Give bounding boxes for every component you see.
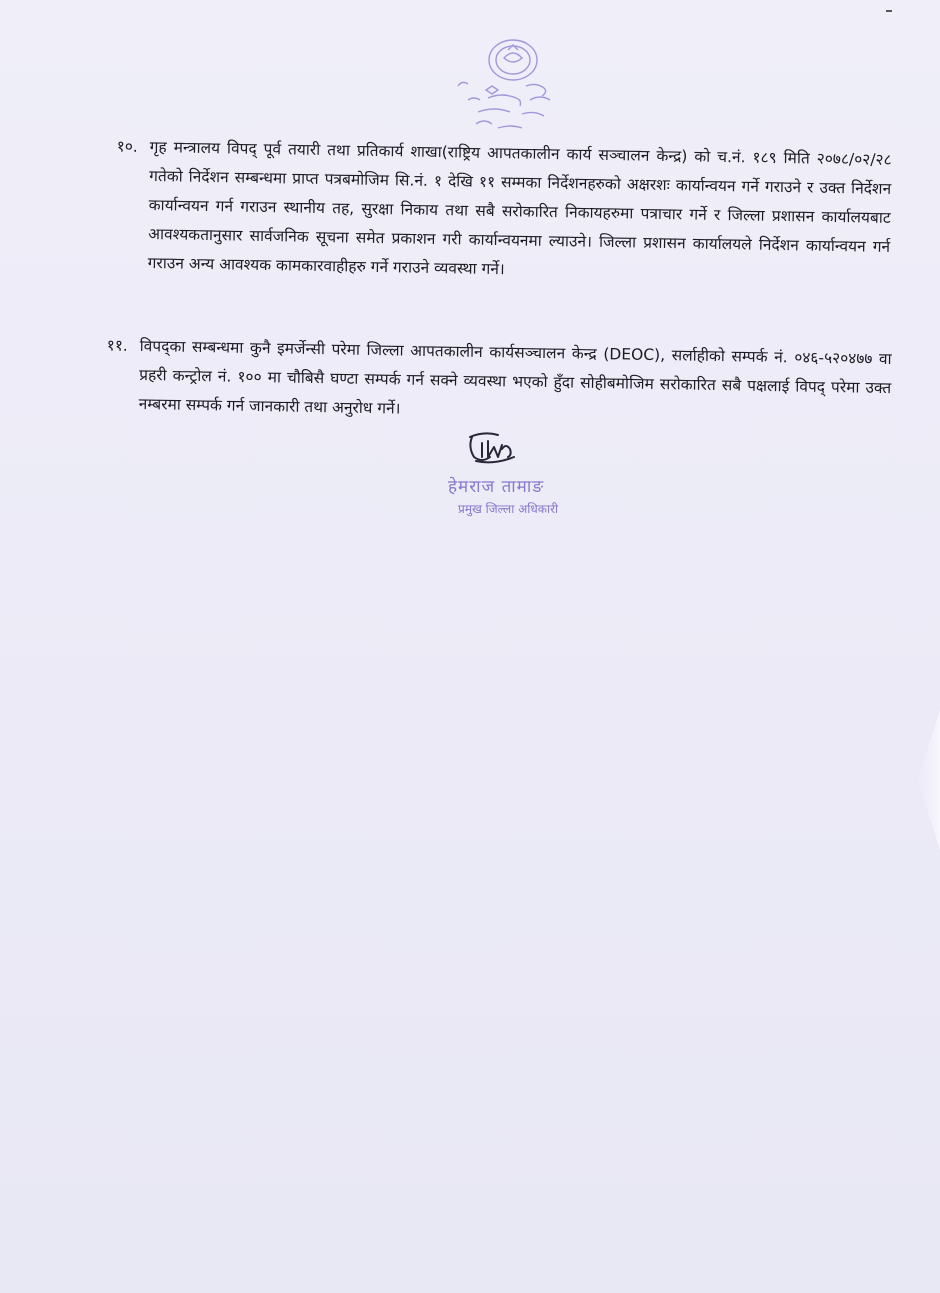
paragraph-number: १०. bbox=[116, 137, 138, 156]
paragraph-text: विपद्का सम्बन्धमा कुनै इमर्जेन्सी परेमा जिल्ला आपतकालीन कार्यसञ्चालन केन्द्र (DEOC), सर्लाहीको सम्पर्क नं. ०४६-५२०४७७ वा प्रहरी कन्ट्रोल नं. १०० मा चौबिसै घण्टा सम्पर्क गर्न सक्ने व्यवस्था भएको हुँदा सोहीबमोजिम सरोकारित सबै पक्षलाई विपद् परेमा उक्त नम्बरमा सम्पर्क गर्न जानकारी तथा अनुरोध गर्ने। bbox=[138, 336, 892, 418]
paragraph-number: ११. bbox=[106, 336, 128, 355]
page-fold bbox=[918, 710, 940, 850]
paragraph-text: गृह मन्त्रालय विपद् पूर्व तयारी तथा प्रतिकार्य शाखा(राष्ट्रिय आपतकालीन कार्य सञ्चालन केन्द्र) को च.नं. १८९ मिति २०७८/०२/२८ गतेको निर्देशन सम्बन्धमा प्राप्त पत्रबमोजिम सि.नं. १ देखि ११ सम्मका निर्देशनहरुको अक्षरशः कार्यान्वयन गर्ने गराउने र उक्त निर्देशन कार्यान्वयन गर्न गराउन स्थानीय तह, सुरक्षा निकाय तथा सबै सरोकारित निकायहरुमा पत्राचार गर्ने र जिल्ला प्रशासन कार्यालयबाट आवश्यकतानुसार सार्वजनिक सूचना समेत प्रकाशन गरी कार्यान्वयनमा ल्याउने। जिल्ला प्रशासन कार्यालयले निर्देशन कार्यान्वयन गर्न गराउन अन्य आवश्यक कामकारवाहीहरु गर्ने गराउने व्यवस्था गर्ने। bbox=[147, 137, 892, 279]
page-mark bbox=[886, 10, 892, 12]
signature-mark bbox=[462, 425, 522, 475]
signatory-name: हेमराज तामाङ bbox=[448, 477, 545, 497]
paragraph-10 bbox=[116, 133, 892, 291]
paragraph-11 bbox=[106, 332, 892, 432]
signatory-title: प्रमुख जिल्ला अधिकारी bbox=[458, 502, 559, 516]
office-stamp bbox=[438, 28, 568, 148]
